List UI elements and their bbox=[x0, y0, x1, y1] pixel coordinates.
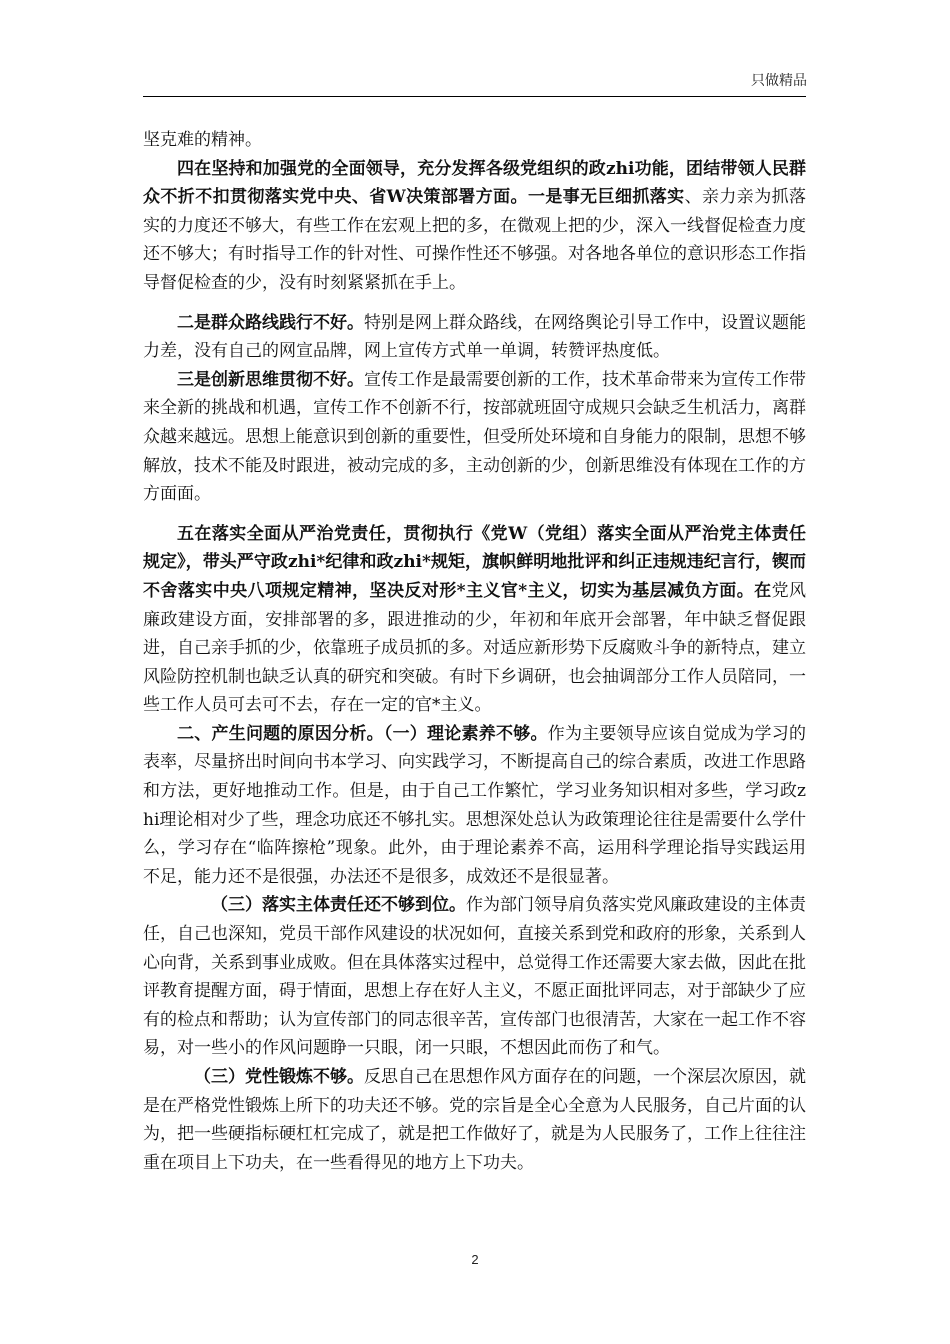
paragraph-section-four: 四在坚持和加强党的全面领导，充分发挥各级党组织的政zhi功能，团结带领人民群众不折不扣贯彻落实党中央、省W决策部署方面。一是事无巨细抓落实、亲力亲为抓落实的力度还不够大，有些工作在宏观上把的多，在微观上把的少，深入一线督促检查力度还不够大；有时指导工作的针对性、可操作性还不够强。对各地各单位的意识形态工作指导督促检查的少，没有时刻紧紧抓在手上。 bbox=[143, 158, 807, 293]
page-number: 2 bbox=[471, 1252, 479, 1267]
header-label: 只做精品 bbox=[751, 73, 807, 89]
paragraph-cause-analysis: 二、产生问题的原因分析。（一）理论素养不够。作为主要领导应该自觉成为学习的表率，尽量挤出时间向书本学习、向实践学习，不断提高自己的综合素质，改进工作思路和方法，更好地推动工作。但是，由于自己工作繁忙，学习业务知识相对多些，学习政zhi理论相对少了些，理念功底还不够扎实。思想深处总认为政策理论往往是需要什么学什么，学习存在“临阵擦枪”现象。此外，由于理论素养不高，运用科学理论指导实践运用不足，能力还不是很强，办法还不是很多，成效还不是很显著。 bbox=[143, 723, 807, 887]
document-body bbox=[143, 126, 806, 1177]
paragraph-party-spirit: （三）党性锻炼不够。反思自己在思想作风方面存在的问题，一个深层次原因，就是在严格党性锻炼上所下的功夫还不够。党的宗旨是全心全意为人民服务，自己片面的认为，把一些硬指标硬杠杠完成了，就是把工作做好了，就是为人民服务了，工作上往往注重在项目上下功夫，在一些看得见的地方上下功夫。 bbox=[143, 1067, 806, 1173]
header-rule bbox=[143, 96, 806, 97]
paragraph-section-five: 五在落实全面从严治党责任，贯彻执行《党W（党组）落实全面从严治党主体责任规定》，带头严守政zhi*纪律和政zhi*规矩，旗帜鲜明地批评和纠正违规违纪言行，锲而不舍落实中央八项规定精神，坚决反对形*主义官*主义，切实为基层减负方面。在党风廉政建设方面，安排部署的多，跟进推动的少，年初和年底开会部署，年中缺乏督促跟进，自己亲手抓的少，依靠班子成员抓的多。对适应新形势下反腐败斗争的新特点，建立风险防控机制也缺乏认真的研究和突破。有时下乡调研，也会抽调部分工作人员陪同，一些工作人员可去可不去，存在一定的官*主义。 bbox=[143, 523, 807, 716]
paragraph-main-responsibility: （三）落实主体责任还不够到位。作为部门领导肩负落实党风廉政建设的主体责任，自己也深知，党员干部作风建设的状况如何，直接关系到党和政府的形象，关系到人心向背，关系到事业成败。但在具体落实过程中，总觉得工作还需要大家去做，因此在批评教育提醒方面，碍于情面，思想上存在好人主义，不愿正面批评同志，对于部缺少了应有的检点和帮助；认为宣传部门的同志很辛苦，宣传部门也很清苦，大家在一起工作不容易，对一些小的作风问题睁一只眼，闭一只眼，不想因此而伤了和气。 bbox=[143, 895, 806, 1059]
paragraph-innovation: 三是创新思维贯彻不好。宣传工作是最需要创新的工作，技术革命带来为宣传工作带来全新的挑战和机遇，宣传工作不创新不行，按部就班固守成规只会缺乏生机活力，离群众越来越远。思想上能意识到创新的重要性，但受所处环境和自身能力的限制，思想不够解放，技术不能及时跟进，被动完成的多，主动创新的少，创新思维没有体现在工作的方方面面。 bbox=[143, 369, 806, 505]
paragraph-mass-line: 二是群众路线践行不好。特别是网上群众路线，在网络舆论引导工作中，设置议题能力差，没有自己的网宣品牌，网上宣传方式单一单调，转赞评热度低。 bbox=[143, 312, 806, 362]
paragraph-continuation: 坚克难的精神。 bbox=[143, 130, 262, 150]
